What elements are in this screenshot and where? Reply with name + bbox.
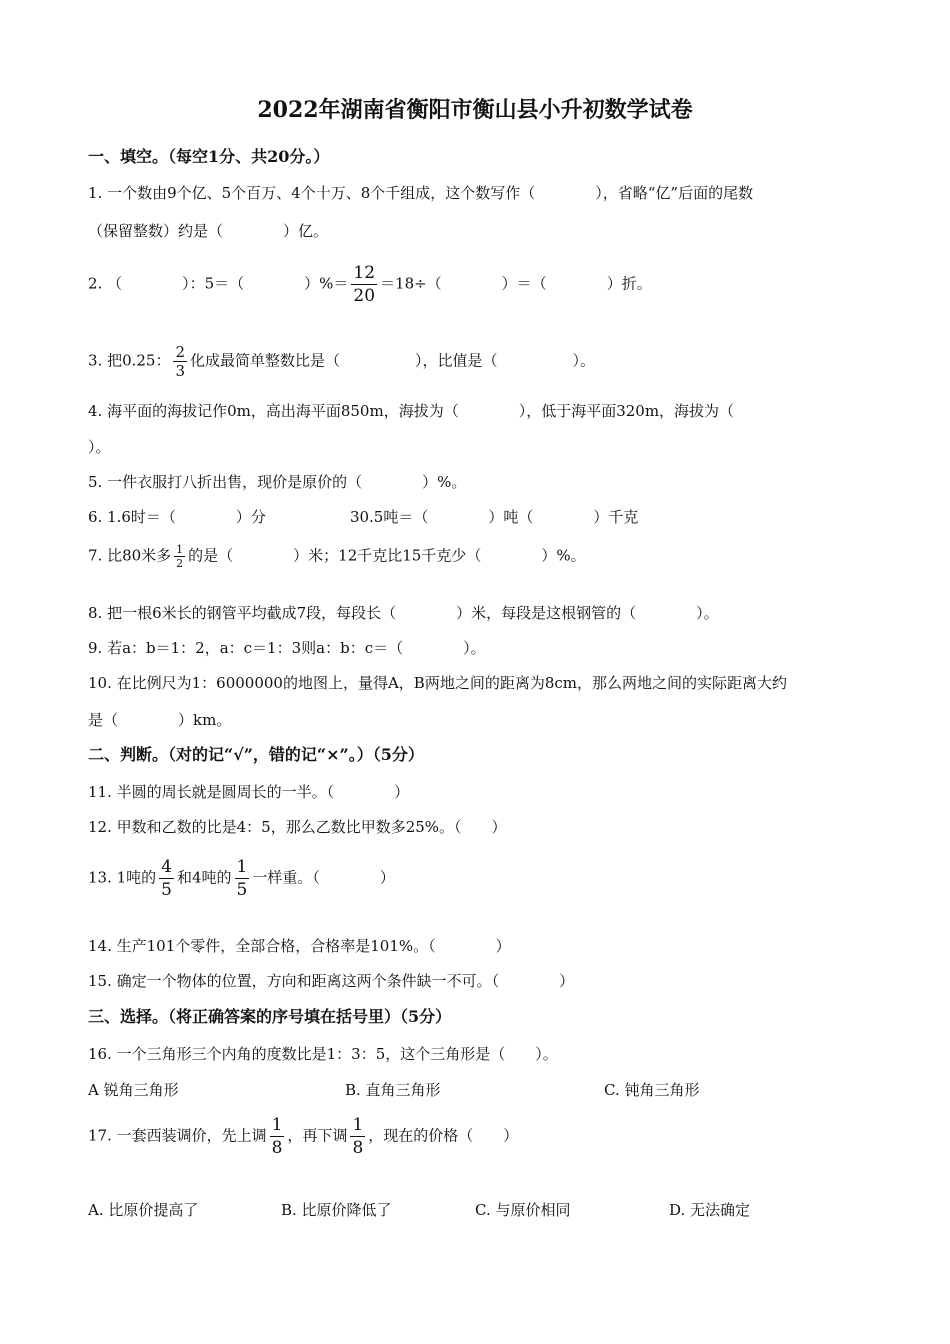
question-17-option-a: A. 比原价提高了 (88, 1201, 199, 1219)
question-5: 5. 一件衣服打八折出售，现价是原价的（ ）%。 (88, 473, 467, 491)
fraction-4-5: $\frac{4}{5}$ (161, 857, 172, 900)
question-2 (88, 262, 652, 307)
question-1-line-2: （保留整数）约是（ ）亿。 (88, 222, 329, 240)
section-fill-blank: 一、填空。（每空1分、共20分。） (88, 147, 330, 166)
fraction-1-8-up: $\frac{1}{8}$ (271, 1115, 283, 1158)
question-7 (88, 543, 586, 570)
question-12: 12. 甲数和乙数的比是4：5，那么乙数比甲数多25%。（ ） (88, 818, 507, 836)
question-13-part-a: 13. 1吨的 (88, 868, 157, 887)
question-17-part-a: 17. 一套西装调价，先上调 (88, 1126, 267, 1145)
question-2-part-a: 2. （ ）：5＝（ ）%＝ (88, 274, 349, 293)
question-6-part-a: 6. 1.6时＝（ ）分 (88, 508, 266, 526)
question-6-part-b: 30.5吨＝（ ）吨（ ）千克 (349, 508, 639, 526)
section-judgement: 二、判断。（对的记“√”，错的记“×”。）（5分） (88, 745, 424, 764)
question-17-option-d: D. 无法确定 (669, 1201, 751, 1219)
question-1-line-1: 1. 一个数由9个亿、5个百万、4个十万、8个千组成，这个数写作（ ），省略“亿”后面的尾数 (88, 184, 754, 202)
page-title: 2022年湖南省衡阳市衡山县小升初数学试卷 (257, 97, 693, 123)
question-11: 11. 半圆的周长就是圆周长的一半。（ ） (88, 783, 410, 801)
question-7-part-b: 的是（ ）米；12千克比15千克少（ ）%。 (188, 546, 586, 565)
question-9: 9. 若a：b＝1：2，a：c＝1：3则a：b：c＝（ ）。 (88, 639, 486, 657)
question-13-part-c: 一样重。（ ） (252, 868, 395, 887)
fraction-1-2: $\frac{1}{2}$ (176, 543, 184, 570)
fraction-1-5: $\frac{1}{5}$ (236, 857, 248, 900)
question-13-part-b: 和4吨的 (177, 868, 232, 887)
question-17-option-c: C. 与原价相同 (475, 1201, 571, 1219)
question-4-line-1: 4. 海平面的海拔记作0m，高出海平面850m，海拔为（ ），低于海平面320m，海拔为（ (88, 402, 735, 420)
question-17-part-c: ，现在的价格（ ） (368, 1126, 519, 1145)
question-6 (88, 507, 638, 527)
section-choice: 三、选择。（将正确答案的序号填在括号里）（5分） (88, 1007, 452, 1026)
question-8: 8. 把一根6米长的钢管平均截成7段，每段长（ ）米，每段是这根钢管的（ ）。 (88, 604, 719, 622)
question-14: 14. 生产101个零件，全部合格，合格率是101%。（ ） (88, 937, 511, 955)
question-3 (88, 343, 595, 380)
question-10-line-2: 是（ ）km。 (88, 711, 232, 729)
question-4-line-2: ）。 (88, 438, 111, 456)
question-16-option-c: C. 钝角三角形 (604, 1081, 700, 1099)
question-15: 15. 确定一个物体的位置，方向和距离这两个条件缺一不可。（ ） (88, 972, 575, 990)
question-10-line-1: 10. 在比例尺为1：6000000的地图上，量得A，B两地之间的距离为8cm，那么两地之间的实际距离大约 (88, 674, 787, 692)
fraction-1-8-down: $\frac{1}{8}$ (352, 1115, 364, 1158)
fraction-2-3: $\frac{2}{3}$ (175, 343, 186, 380)
question-13 (88, 856, 395, 901)
question-17-part-b: ，再下调 (287, 1126, 348, 1145)
question-17 (88, 1114, 518, 1159)
question-16-option-a: A 锐角三角形 (88, 1081, 179, 1099)
question-3-part-a: 3. 把0.25： (88, 351, 171, 370)
question-7-part-a: 7. 比80米多 (88, 546, 172, 565)
question-17-option-b: B. 比原价降低了 (281, 1201, 392, 1219)
fraction-12-20: $\frac{12}{20}$ (353, 263, 376, 306)
question-2-part-b: ＝18÷（ ）＝（ ）折。 (380, 274, 652, 293)
question-16: 16. 一个三角形三个内角的度数比是1：3：5，这个三角形是（ ）。 (88, 1045, 558, 1063)
question-16-option-b: B. 直角三角形 (345, 1081, 441, 1099)
question-3-part-b: 化成最简单整数比是（ ），比值是（ ）。 (190, 351, 596, 370)
